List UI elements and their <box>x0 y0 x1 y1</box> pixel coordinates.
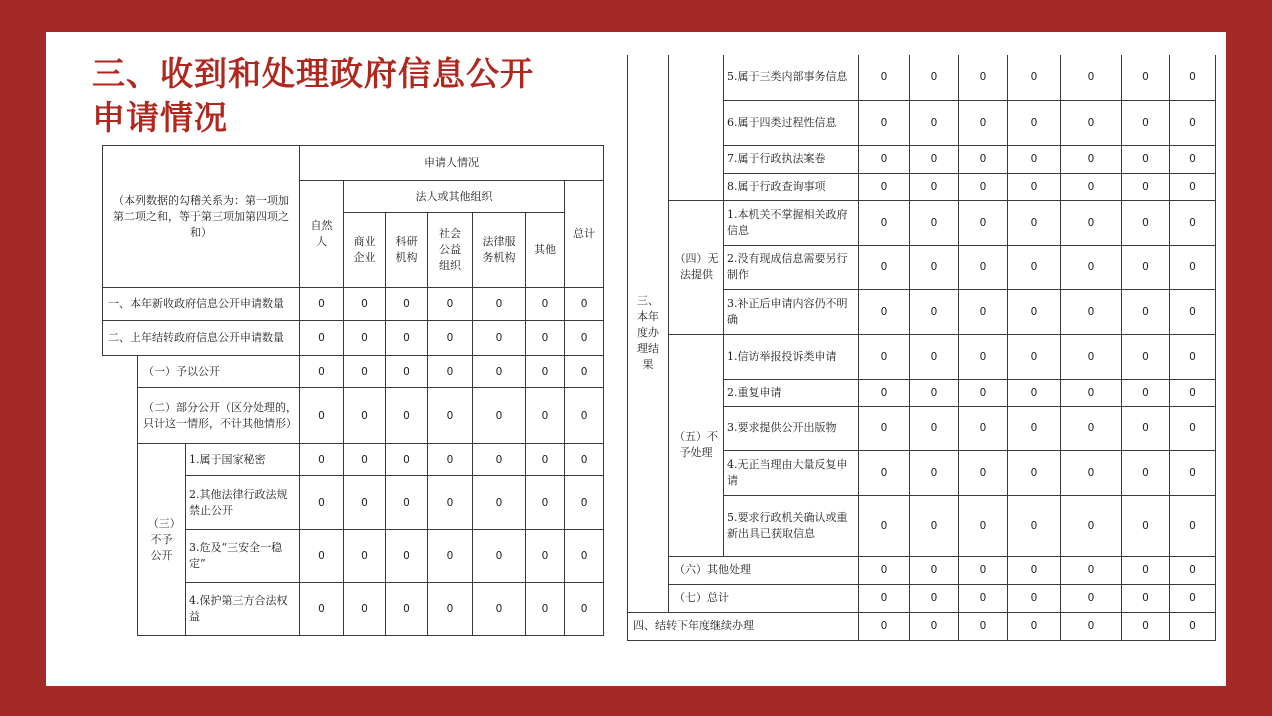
title-line-2: 申请情况 <box>92 98 228 137</box>
zero-value: 0 <box>473 476 526 530</box>
zero-value: 0 <box>959 612 1008 640</box>
zero-value: 0 <box>910 612 959 640</box>
zero-value: 0 <box>565 583 604 636</box>
zero-value: 0 <box>859 584 910 612</box>
zero-value: 0 <box>473 321 526 356</box>
row-label: 1.信访举报投诉类申请 <box>724 334 859 379</box>
zero-value: 0 <box>526 530 565 583</box>
zero-value: 0 <box>386 388 428 444</box>
zero-value: 0 <box>386 288 428 321</box>
zero-value: 0 <box>910 55 959 100</box>
table-row <box>628 612 1216 640</box>
row-label: 5.属于三类内部事务信息 <box>724 55 859 100</box>
row-label: 2.没有现成信息需要另行制作 <box>724 245 859 289</box>
zero-value: 0 <box>910 289 959 334</box>
table-row <box>628 200 1216 245</box>
table-note: （本列数据的勾稽关系为：第一项加第二项之和，等于第三项加第四项之和） <box>103 146 300 288</box>
zero-value: 0 <box>300 583 344 636</box>
zero-value: 0 <box>300 444 344 476</box>
zero-value: 0 <box>1061 584 1122 612</box>
zero-value: 0 <box>959 173 1008 200</box>
table-row <box>103 388 604 444</box>
zero-value: 0 <box>344 288 386 321</box>
zero-value: 0 <box>1008 100 1061 145</box>
row-label: 3.危及“三安全一稳定” <box>186 530 300 583</box>
zero-value: 0 <box>1122 450 1170 495</box>
header-other: 其他 <box>526 213 565 288</box>
zero-value: 0 <box>526 288 565 321</box>
table-row <box>628 584 1216 612</box>
zero-value: 0 <box>526 388 565 444</box>
zero-value: 0 <box>386 530 428 583</box>
zero-value: 0 <box>1061 612 1122 640</box>
zero-value: 0 <box>1170 612 1216 640</box>
zero-value: 0 <box>565 476 604 530</box>
not-process-label: （五）不予处理 <box>669 334 724 556</box>
prev-group-cell <box>669 55 724 200</box>
zero-value: 0 <box>910 145 959 173</box>
zero-value: 0 <box>1008 584 1061 612</box>
zero-value: 0 <box>1122 200 1170 245</box>
zero-value: 0 <box>1122 145 1170 173</box>
zero-value: 0 <box>1008 379 1061 406</box>
zero-value: 0 <box>1122 100 1170 145</box>
header-research: 科研机构 <box>386 213 428 288</box>
table-row <box>103 444 604 476</box>
zero-value: 0 <box>910 584 959 612</box>
zero-value: 0 <box>1122 612 1170 640</box>
zero-value: 0 <box>859 406 910 450</box>
zero-value: 0 <box>1008 334 1061 379</box>
table-row <box>103 356 604 388</box>
row-label: 8.属于行政查询事项 <box>724 173 859 200</box>
row-label: 4.保护第三方合法权益 <box>186 583 300 636</box>
table-row <box>628 334 1216 379</box>
zero-value: 0 <box>959 55 1008 100</box>
zero-value: 0 <box>1008 612 1061 640</box>
zero-value: 0 <box>1170 173 1216 200</box>
zero-value: 0 <box>386 321 428 356</box>
zero-value: 0 <box>910 245 959 289</box>
zero-value: 0 <box>1170 334 1216 379</box>
zero-value: 0 <box>1061 100 1122 145</box>
zero-value: 0 <box>1008 200 1061 245</box>
table-row <box>628 55 1216 100</box>
row-label: 1.本机关不掌握相关政府信息 <box>724 200 859 245</box>
zero-value: 0 <box>344 476 386 530</box>
zero-value: 0 <box>859 334 910 379</box>
zero-value: 0 <box>473 356 526 388</box>
zero-value: 0 <box>910 100 959 145</box>
zero-value: 0 <box>1061 495 1122 556</box>
zero-value: 0 <box>1008 495 1061 556</box>
zero-value: 0 <box>526 321 565 356</box>
table-row <box>628 556 1216 584</box>
row-label: （七）总计 <box>669 584 859 612</box>
zero-value: 0 <box>344 388 386 444</box>
zero-value: 0 <box>473 444 526 476</box>
left-table <box>102 145 604 636</box>
row-label: 一、本年新收政府信息公开申请数量 <box>103 288 300 321</box>
table-row <box>103 321 604 356</box>
row-label: 四、结转下年度继续办理 <box>628 612 859 640</box>
zero-value: 0 <box>526 444 565 476</box>
zero-value: 0 <box>1170 200 1216 245</box>
zero-value: 0 <box>1008 556 1061 584</box>
row-label: 2.重复申请 <box>724 379 859 406</box>
zero-value: 0 <box>526 476 565 530</box>
zero-value: 0 <box>1122 334 1170 379</box>
zero-value: 0 <box>859 200 910 245</box>
zero-value: 0 <box>959 406 1008 450</box>
zero-value: 0 <box>428 583 473 636</box>
zero-value: 0 <box>959 100 1008 145</box>
zero-value: 0 <box>1061 245 1122 289</box>
zero-value: 0 <box>565 321 604 356</box>
zero-value: 0 <box>428 530 473 583</box>
zero-value: 0 <box>473 288 526 321</box>
zero-value: 0 <box>910 406 959 450</box>
zero-value: 0 <box>428 288 473 321</box>
left-blank-cell <box>103 356 138 636</box>
zero-value: 0 <box>1170 379 1216 406</box>
zero-value: 0 <box>1061 145 1122 173</box>
zero-value: 0 <box>859 450 910 495</box>
zero-value: 0 <box>859 100 910 145</box>
header-total: 总计 <box>565 181 604 288</box>
zero-value: 0 <box>1122 406 1170 450</box>
zero-value: 0 <box>1061 379 1122 406</box>
header-legal-group: 法人或其他组织 <box>344 181 565 213</box>
zero-value: 0 <box>1008 55 1061 100</box>
zero-value: 0 <box>344 356 386 388</box>
zero-value: 0 <box>386 583 428 636</box>
row-label: 2.其他法律行政法规禁止公开 <box>186 476 300 530</box>
zero-value: 0 <box>300 476 344 530</box>
zero-value: 0 <box>473 583 526 636</box>
zero-value: 0 <box>1008 450 1061 495</box>
zero-value: 0 <box>1170 100 1216 145</box>
zero-value: 0 <box>428 476 473 530</box>
zero-value: 0 <box>300 288 344 321</box>
table-row <box>103 288 604 321</box>
zero-value: 0 <box>910 200 959 245</box>
title-line-1: 三、收到和处理政府信息公开 <box>92 54 534 93</box>
zero-value: 0 <box>859 145 910 173</box>
zero-value: 0 <box>1170 556 1216 584</box>
zero-value: 0 <box>1170 450 1216 495</box>
zero-value: 0 <box>859 173 910 200</box>
zero-value: 0 <box>910 495 959 556</box>
zero-value: 0 <box>1122 556 1170 584</box>
zero-value: 0 <box>1170 145 1216 173</box>
zero-value: 0 <box>1122 584 1170 612</box>
zero-value: 0 <box>910 450 959 495</box>
zero-value: 0 <box>386 356 428 388</box>
zero-value: 0 <box>300 356 344 388</box>
zero-value: 0 <box>428 444 473 476</box>
zero-value: 0 <box>386 476 428 530</box>
cannot-provide-label: （四）无法提供 <box>669 200 724 334</box>
zero-value: 0 <box>565 288 604 321</box>
zero-value: 0 <box>959 495 1008 556</box>
zero-value: 0 <box>1061 406 1122 450</box>
zero-value: 0 <box>959 245 1008 289</box>
zero-value: 0 <box>428 356 473 388</box>
zero-value: 0 <box>910 379 959 406</box>
zero-value: 0 <box>959 334 1008 379</box>
zero-value: 0 <box>859 495 910 556</box>
zero-value: 0 <box>859 245 910 289</box>
zero-value: 0 <box>1122 289 1170 334</box>
zero-value: 0 <box>959 556 1008 584</box>
row-label: 1.属于国家秘密 <box>186 444 300 476</box>
zero-value: 0 <box>1061 173 1122 200</box>
zero-value: 0 <box>1008 173 1061 200</box>
row-label: 5.要求行政机关确认或重新出具已获取信息 <box>724 495 859 556</box>
zero-value: 0 <box>1061 556 1122 584</box>
row-label: （一）予以公开 <box>138 356 300 388</box>
result-group-label: 三、本年度办理结果 <box>628 55 669 612</box>
zero-value: 0 <box>1008 406 1061 450</box>
zero-value: 0 <box>910 556 959 584</box>
zero-value: 0 <box>1008 289 1061 334</box>
header-applicant: 申请人情况 <box>300 146 604 181</box>
zero-value: 0 <box>565 530 604 583</box>
zero-value: 0 <box>300 388 344 444</box>
zero-value: 0 <box>910 334 959 379</box>
zero-value: 0 <box>565 356 604 388</box>
row-label: 二、上年结转政府信息公开申请数量 <box>103 321 300 356</box>
zero-value: 0 <box>959 145 1008 173</box>
zero-value: 0 <box>300 321 344 356</box>
row-label: 7.属于行政执法案卷 <box>724 145 859 173</box>
zero-value: 0 <box>1170 289 1216 334</box>
header-natural-person: 自然人 <box>300 181 344 288</box>
zero-value: 0 <box>1122 55 1170 100</box>
zero-value: 0 <box>1061 200 1122 245</box>
zero-value: 0 <box>344 530 386 583</box>
zero-value: 0 <box>1122 245 1170 289</box>
zero-value: 0 <box>344 583 386 636</box>
zero-value: 0 <box>473 388 526 444</box>
zero-value: 0 <box>1061 289 1122 334</box>
zero-value: 0 <box>300 530 344 583</box>
zero-value: 0 <box>565 444 604 476</box>
row-label: 6.属于四类过程性信息 <box>724 100 859 145</box>
header-business: 商业企业 <box>344 213 386 288</box>
zero-value: 0 <box>859 556 910 584</box>
zero-value: 0 <box>386 444 428 476</box>
zero-value: 0 <box>1122 379 1170 406</box>
zero-value: 0 <box>1008 145 1061 173</box>
zero-value: 0 <box>859 379 910 406</box>
row-label: （二）部分公开（区分处理的，只计这一情形，不计其他情形） <box>138 388 300 444</box>
page-title <box>92 52 612 140</box>
zero-value: 0 <box>1061 334 1122 379</box>
row-label: 3.补正后申请内容仍不明确 <box>724 289 859 334</box>
zero-value: 0 <box>959 200 1008 245</box>
zero-value: 0 <box>859 55 910 100</box>
zero-value: 0 <box>473 530 526 583</box>
zero-value: 0 <box>1170 584 1216 612</box>
row-label: 4.无正当理由大量反复申请 <box>724 450 859 495</box>
zero-value: 0 <box>344 444 386 476</box>
row-label: （六）其他处理 <box>669 556 859 584</box>
zero-value: 0 <box>859 612 910 640</box>
header-legal-service: 法律服务机构 <box>473 213 526 288</box>
zero-value: 0 <box>910 173 959 200</box>
zero-value: 0 <box>1170 495 1216 556</box>
not-open-group-label: （三）不予公开 <box>138 444 186 636</box>
zero-value: 0 <box>1061 450 1122 495</box>
zero-value: 0 <box>1122 495 1170 556</box>
zero-value: 0 <box>428 321 473 356</box>
header-social: 社会公益组织 <box>428 213 473 288</box>
zero-value: 0 <box>428 388 473 444</box>
zero-value: 0 <box>1170 406 1216 450</box>
zero-value: 0 <box>344 321 386 356</box>
row-label: 3.要求提供公开出版物 <box>724 406 859 450</box>
zero-value: 0 <box>565 388 604 444</box>
zero-value: 0 <box>1170 55 1216 100</box>
zero-value: 0 <box>1122 173 1170 200</box>
zero-value: 0 <box>959 450 1008 495</box>
zero-value: 0 <box>526 356 565 388</box>
zero-value: 0 <box>526 583 565 636</box>
zero-value: 0 <box>1170 245 1216 289</box>
zero-value: 0 <box>959 584 1008 612</box>
zero-value: 0 <box>959 379 1008 406</box>
zero-value: 0 <box>959 289 1008 334</box>
zero-value: 0 <box>1061 55 1122 100</box>
zero-value: 0 <box>1008 245 1061 289</box>
zero-value: 0 <box>859 289 910 334</box>
right-table <box>627 55 1216 641</box>
